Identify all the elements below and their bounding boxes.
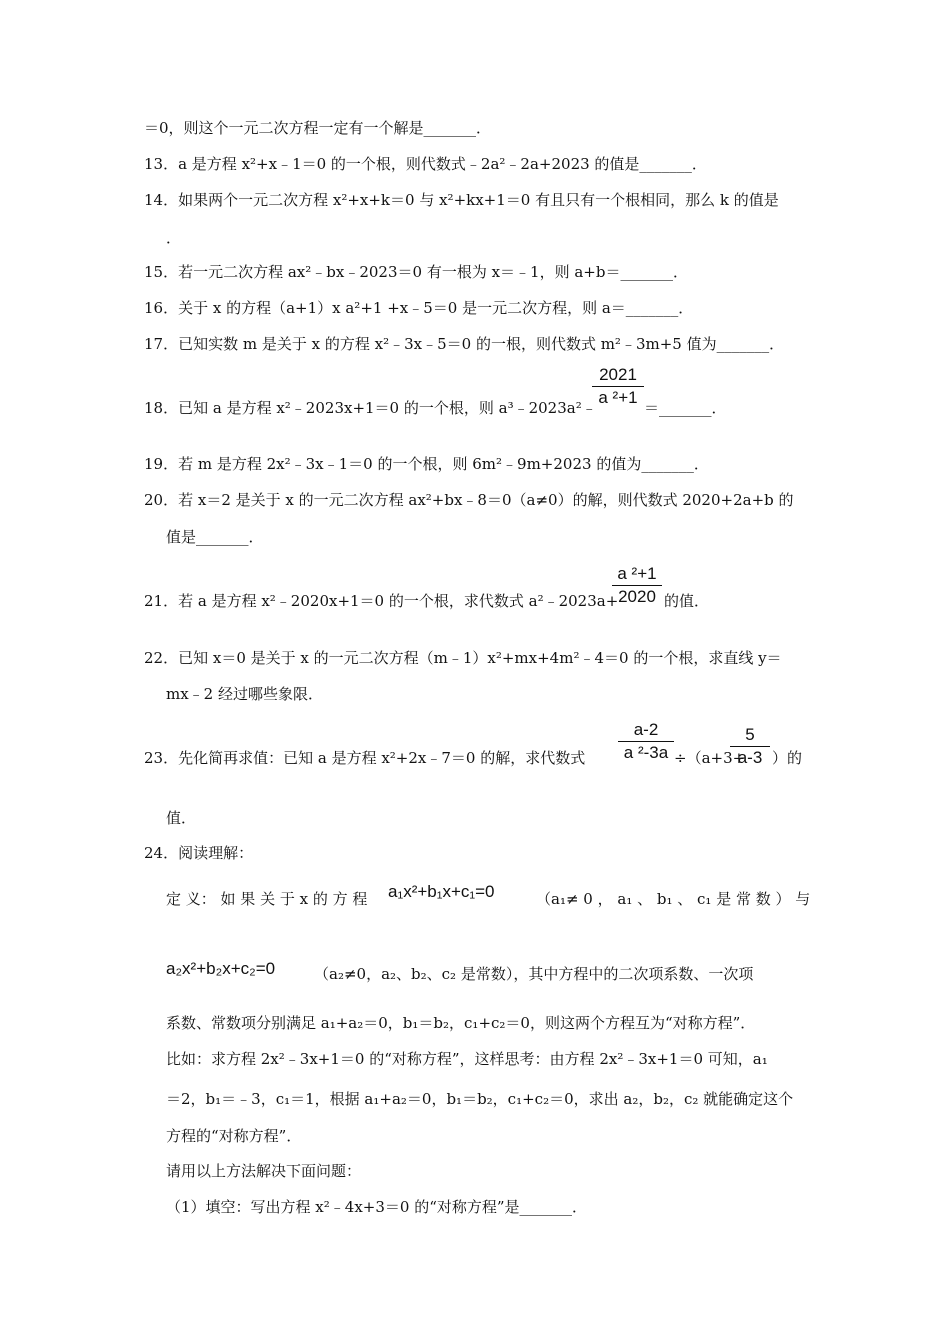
question-20-end: 值是_______．: [166, 528, 264, 546]
fraction-q21: a ²+1 2020: [612, 564, 662, 607]
question-23-end: ）的: [772, 749, 803, 767]
example-line-1: 比如：求方程 2x²﹣3x+1＝0 的“对称方程”，这样思考：由方程 2x²﹣3x+1＝0 可知，a₁: [166, 1050, 768, 1068]
equation-2: a₂x²+b₂x+c₂=0: [166, 959, 276, 978]
question-13: 13．a 是方程 x²+x﹣1＝0 的一个根，则代数式﹣2a²﹣2a+2023 的值是_______．: [144, 155, 707, 173]
question-14: 14．如果两个一元二次方程 x²+x+k＝0 与 x²+kx+1＝0 有且只有一个根相同，那么 k 的值是: [144, 191, 779, 209]
definition-line-1-end: （a₁≠ 0 ， a₁ 、 b₁ 、 c₁ 是 常 数 ） 与: [536, 890, 811, 908]
question-22-end: mx﹣2 经过哪些象限．: [166, 685, 323, 703]
question-18: 18．已知 a 是方程 x²﹣2023x+1＝0 的一个根，则 a³﹣2023a²﹣: [144, 399, 597, 417]
question-16: 16．关于 x 的方程（a+1）x a²+1 +x﹣5＝0 是一元二次方程，则 a＝_______．: [144, 299, 694, 317]
question-19: 19．若 m 是方程 2x²﹣3x﹣1＝0 的一个根，则 6m²﹣9m+2023 的值为_______．: [144, 455, 709, 473]
question-14-end: ．: [166, 229, 182, 247]
question-23-mid: ÷（a+3+: [674, 749, 746, 767]
question-18-end: ＝_______．: [644, 399, 727, 417]
definition-line-1: 定 义： 如 果 关 于 x 的 方 程: [166, 890, 368, 908]
definition-line-2: （a₂≠0，a₂、b₂、c₂ 是常数），其中方程中的二次项系数、一次项: [314, 965, 754, 983]
fraction-q23b: 5 a-3: [730, 725, 770, 768]
example-line-3: 方程的“对称方程”．: [166, 1127, 302, 1145]
equation-1: a₁x²+b₁x+c₁=0: [388, 882, 495, 901]
question-21: 21．若 a 是方程 x²﹣2020x+1＝0 的一个根，求代数式 a²﹣2023a+: [144, 592, 619, 610]
instruction: 请用以上方法解决下面问题：: [166, 1162, 362, 1180]
text-line: ＝0，则这个一元二次方程一定有一个解是_______．: [144, 119, 492, 137]
definition-line-3: 系数、常数项分别满足 a₁+a₂＝0，b₁＝b₂，c₁+c₂＝0，则这两个方程互为“对称方程”．: [166, 1014, 756, 1032]
fraction-q18: 2021 a ²+1: [592, 365, 644, 408]
question-22: 22．已知 x＝0 是关于 x 的一元二次方程（m﹣1）x²+mx+4m²﹣4＝0 的一个根，求直线 y＝: [144, 649, 782, 667]
fraction-q23a: a-2 a ²-3a: [618, 720, 674, 763]
sub-question-1: （1）填空：写出方程 x²﹣4x+3＝0 的“对称方程”是_______．: [166, 1198, 588, 1216]
question-15: 15．若一元二次方程 ax²﹣bx﹣2023＝0 有一根为 x＝﹣1，则 a+b＝_______．: [144, 263, 688, 281]
example-line-2: ＝2，b₁＝﹣3，c₁＝1，根据 a₁+a₂＝0，b₁＝b₂，c₁+c₂＝0，求出 a₂，b₂，c₂ 就能确定这个: [166, 1090, 794, 1108]
question-24: 24．阅读理解：: [144, 844, 254, 862]
question-17: 17．已知实数 m 是关于 x 的方程 x²﹣3x﹣5＝0 的一根，则代数式 m²﹣3m+5 值为_______．: [144, 335, 785, 353]
question-23-tail: 值．: [166, 809, 197, 827]
question-20: 20．若 x＝2 是关于 x 的一元二次方程 ax²+bx﹣8＝0（a≠0）的解，则代数式 2020+2a+b 的: [144, 491, 794, 509]
question-21-end: 的值．: [664, 592, 710, 610]
question-23: 23．先化简再求值：已知 a 是方程 x²+2x﹣7＝0 的解，求代数式: [144, 749, 586, 767]
